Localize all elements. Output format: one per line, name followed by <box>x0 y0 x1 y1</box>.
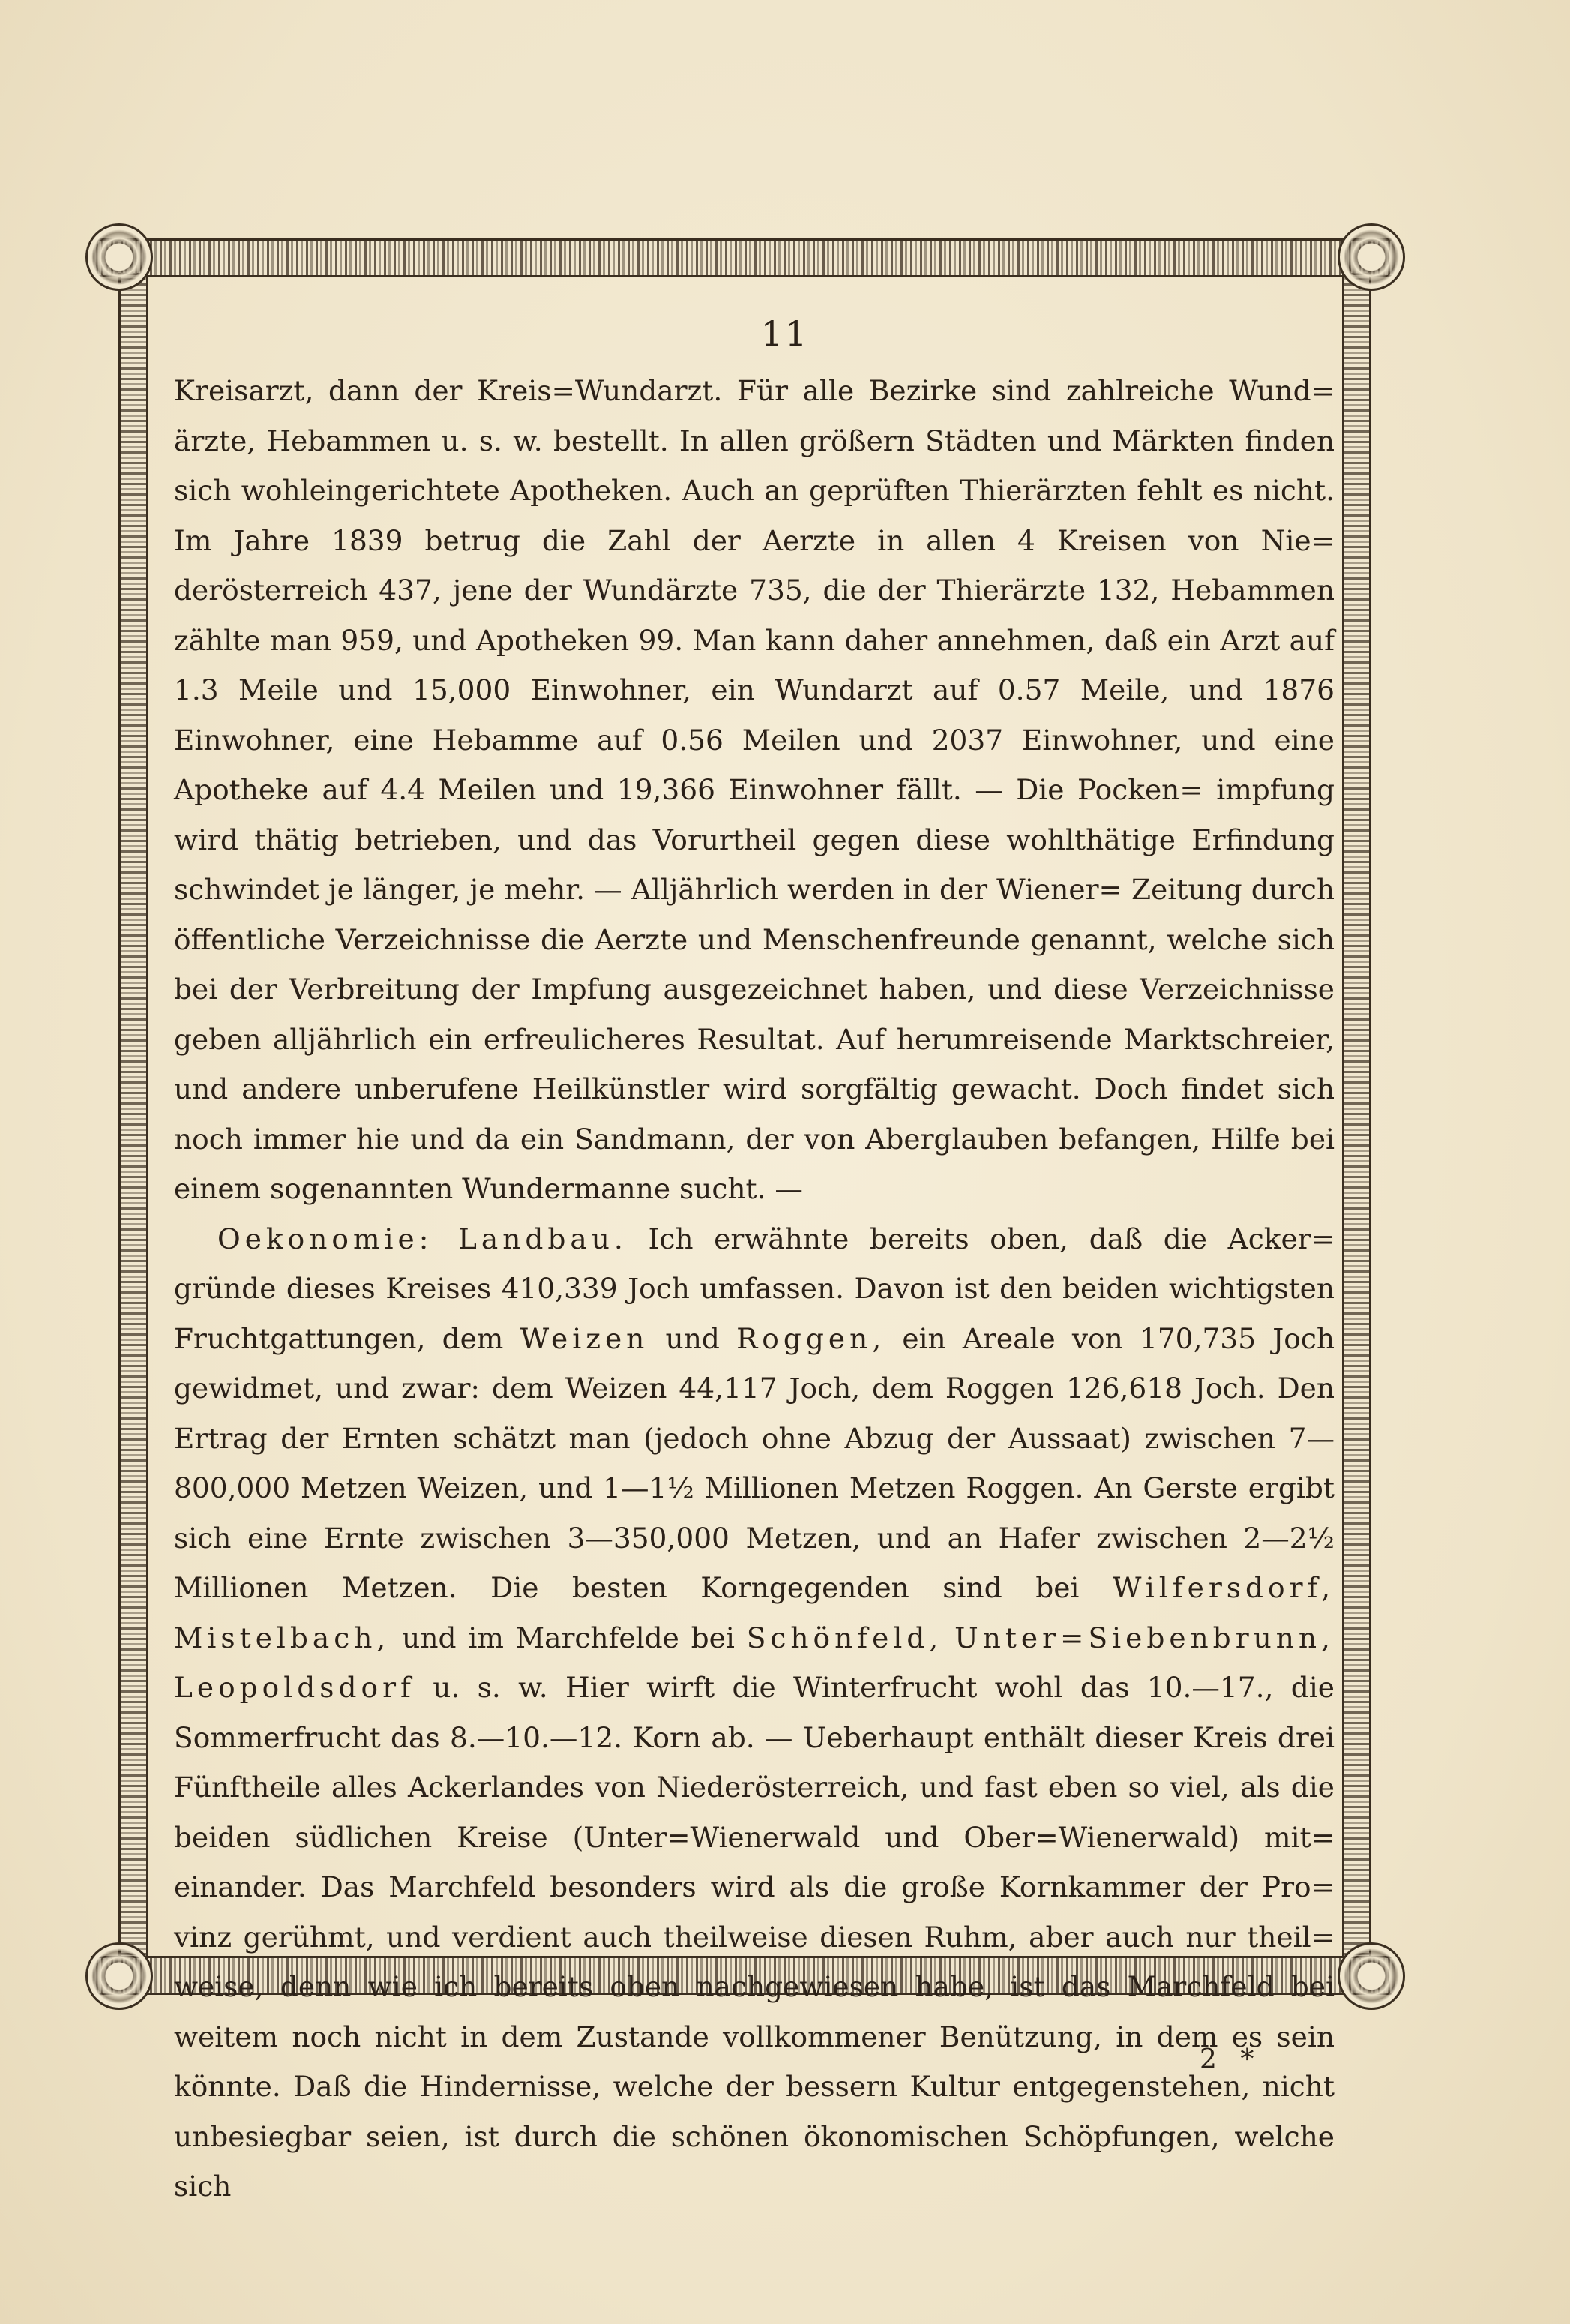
paragraph-medical: Kreisarzt, dann der Kreis=Wundarzt. Für alle Bezirke sind zahlreiche Wund= ärzte, Hebammen u. s. w. bestellt. In allen größern Städten und Märkten finden sich wohleingerichtete Apotheken. Auch an geprüften Thierärzten fehlt es nicht. Im Jahre 1839 betrug die Zahl der Aerzte in allen 4 Kreisen von Nie= derösterreich 437, jene der Wundärzte 735, die der Thierärzte 132, Hebammen zählte man 959, und Apotheken 99. Man kann daher annehmen, daß ein Arzt auf 1.3 Meile und 15,000 Einwohner, ein Wundarzt auf 0.57 Meile, und 1876 Einwohner, eine Hebamme auf 0.56 Meilen und 2037 Einwohner, und eine Apotheke auf 4.4 Meilen und 19,366 Einwohner fällt. — Die Pocken= impfung wird thätig betrieben, und das Vorurtheil gegen diese wohlthätige Erfindung schwindet je länger, je mehr. — Alljährlich werden in der Wiener= Zeitung durch öffentliche Verzeichnisse die Aerzte und Menschenfreunde genannt, welche sich bei der Verbreitung der Impfung ausgezeichnet haben, und diese Verzeichnisse geben alljährlich ein erfreulicheres Resultat. Auf herumreisende Marktschreier, und andere unberufene Heilkünstler wird sorgfältig gewacht. Doch findet sich noch immer hie und da ein Sandmann, der von Aberglauben befangen, Hilfe bei einem sogenannten Wundermanne sucht. — <box>174 374 1335 1205</box>
text-run: u. s. w. Hier wirft die Winterfrucht wohl das 10.—17., die Sommerfrucht das 8.—10.—12. Korn ab. — Ueberhaupt enthält dieser Kreis drei Fünftheile alles Ackerlandes von Niederösterreich, und fast eben so viel, als die beiden südlichen Kreise (Unter=Wienerwald und Ober=Wienerwald) mit= einander. Das Marchfeld besonders wird als die große Kornkammer der Pro= vinz gerühmt, und verdient auch theilweise diesen Ruhm, aber auch nur theil= weise, denn wie ich bereits oben nachgewiesen habe, ist das Marchfeld bei weitem noch nicht in dem Zustande vollkommener Benützung, in dem es sein könnte. Daß die Hindernisse, welche der bessern Kultur entgegenstehen, nicht unbesiegbar seien, ist durch die schönen ökonomischen Schöpfungen, welche sich <box>174 1671 1335 2203</box>
place-name: Unter=Siebenbrunn, <box>954 1621 1335 1654</box>
border-left <box>118 273 148 1956</box>
place-name: Schönfeld, <box>746 1621 943 1654</box>
signature-mark: 2 * <box>1200 2044 1262 2075</box>
emphasis-word: Roggen, <box>736 1321 886 1355</box>
body-text <box>174 366 1335 2212</box>
border-top <box>91 238 1395 277</box>
place-name: Mistelbach, <box>174 1621 391 1654</box>
page-number: 11 <box>760 313 810 354</box>
place-name: Wilfersdorf, <box>1112 1571 1335 1604</box>
section-heading: Oekonomie: Landbau. <box>217 1222 628 1255</box>
corner-ornament-bottom-right <box>1338 1942 1405 2010</box>
border-right <box>1342 273 1371 1956</box>
paragraph-agriculture <box>174 1214 1335 2212</box>
text-run: Ich erwähnte bereits oben, daß die Acker= gründe dieses Kreises 410,339 Joch umfassen. Davon ist den beiden wichtigsten Fruchtgattungen, dem <box>174 1222 1335 1355</box>
place-name: Leopoldsdorf <box>174 1671 415 1704</box>
corner-ornament-top-right <box>1338 223 1405 291</box>
corner-ornament-bottom-left <box>85 1942 153 2010</box>
emphasis-word: Weizen <box>520 1321 649 1355</box>
text-run: und <box>665 1321 720 1355</box>
corner-ornament-top-left <box>85 223 153 291</box>
text-run: ein Areale von 170,735 Joch gewidmet, und zwar: dem Weizen 44,117 Joch, dem Roggen 126,618 Joch. Den Ertrag der Ernten schätzt man (jedoch ohne Abzug der Aussaat) zwischen 7—800,000 Metzen Weizen, und 1—1½ Millionen Metzen Roggen. An Gerste ergibt sich eine Ernte zwischen 3—350,000 Metzen, und an Hafer zwischen 2—2½ Millionen Metzen. Die besten Korngegenden sind bei <box>174 1321 1335 1604</box>
text-run: und im Marchfelde bei <box>402 1621 735 1654</box>
